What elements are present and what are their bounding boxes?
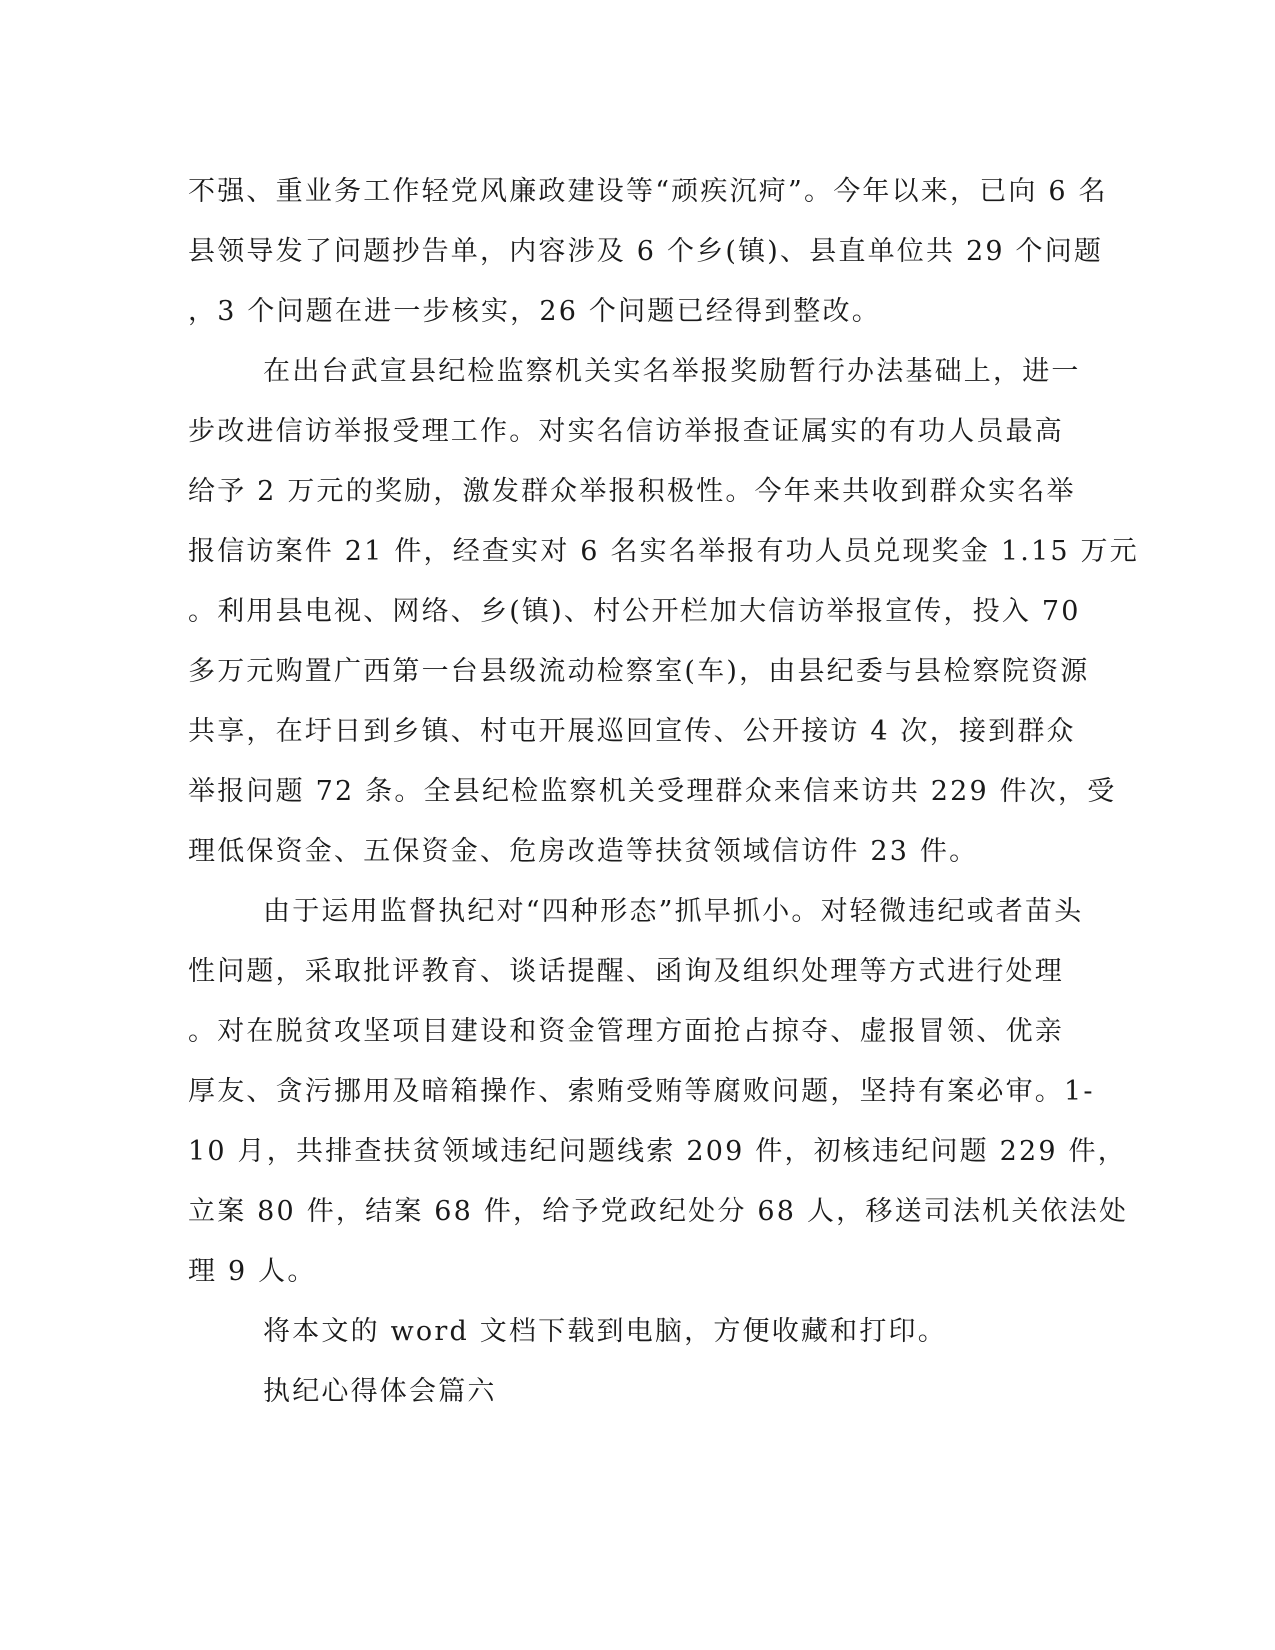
text-line: 共享，在圩日到乡镇、村屯开展巡回宣传、公开接访 4 次，接到群众 xyxy=(188,716,1076,747)
text-line: 报信访案件 21 件，经查实对 6 名实名举报有功人员兑现奖金 1.15 万元 xyxy=(188,536,1139,567)
text-line: 举报问题 72 条。全县纪检监察机关受理群众来信来访共 229 件次，受 xyxy=(188,776,1117,807)
text-line: 步改进信访举报受理工作。对实名信访举报查证属实的有功人员最高 xyxy=(188,416,1064,447)
text-line: 理 9 人。 xyxy=(188,1256,317,1287)
text-line: 多万元购置广西第一台县级流动检察室(车)，由县纪委与县检察院资源 xyxy=(188,656,1090,687)
text-line: 立案 80 件，结案 68 件，给予党政纪处分 68 人，移送司法机关依法处 xyxy=(188,1196,1129,1227)
text-line: 县领导发了问题抄告单，内容涉及 6 个乡(镇)、县直单位共 29 个问题 xyxy=(188,236,1104,267)
paragraph-problem-notices xyxy=(188,162,1108,342)
section-heading xyxy=(188,1362,1088,1422)
text-line: 性问题，采取批评教育、谈话提醒、函询及组织处理等方式进行处理 xyxy=(188,956,1064,987)
paragraph-petition-reporting xyxy=(188,342,1139,882)
paragraph-four-forms xyxy=(188,882,1129,1302)
text-line: 由于运用监督执纪对“四种形态”抓早抓小。对轻微违纪或者苗头 xyxy=(263,896,1084,927)
text-line: 10 月，共排查扶贫领域违纪问题线索 209 件，初核违纪问题 229 件， xyxy=(188,1136,1127,1167)
text-line: 给予 2 万元的奖励，激发群众举报积极性。今年来共收到群众实名举 xyxy=(188,476,1076,507)
text-line: 。对在脱贫攻坚项目建设和资金管理方面抢占掠夺、虚报冒领、优亲 xyxy=(188,1016,1064,1047)
text-line: 厚友、贪污挪用及暗箱操作、索贿受贿等腐败问题，坚持有案必审。1- xyxy=(188,1076,1095,1107)
text-line: ，3 个问题在进一步核实，26 个问题已经得到整改。 xyxy=(188,296,881,327)
text-line: 不强、重业务工作轻党风廉政建设等“顽疾沉疴”。今年以来，已向 6 名 xyxy=(188,176,1108,207)
text-line: 执纪心得体会篇六 xyxy=(263,1376,497,1407)
text-line: 理低保资金、五保资金、危房改造等扶贫领域信访件 23 件。 xyxy=(188,836,979,867)
text-line: 在出台武宣县纪检监察机关实名举报奖励暂行办法基础上，进一 xyxy=(263,356,1081,387)
document-body xyxy=(188,162,1139,1422)
text-line: 。利用县电视、网络、乡(镇)、村公开栏加大信访举报宣传，投入 70 xyxy=(188,596,1081,627)
text-line: 将本文的 word 文档下载到电脑，方便收藏和打印。 xyxy=(263,1316,947,1347)
paragraph-download-note xyxy=(188,1302,1088,1362)
